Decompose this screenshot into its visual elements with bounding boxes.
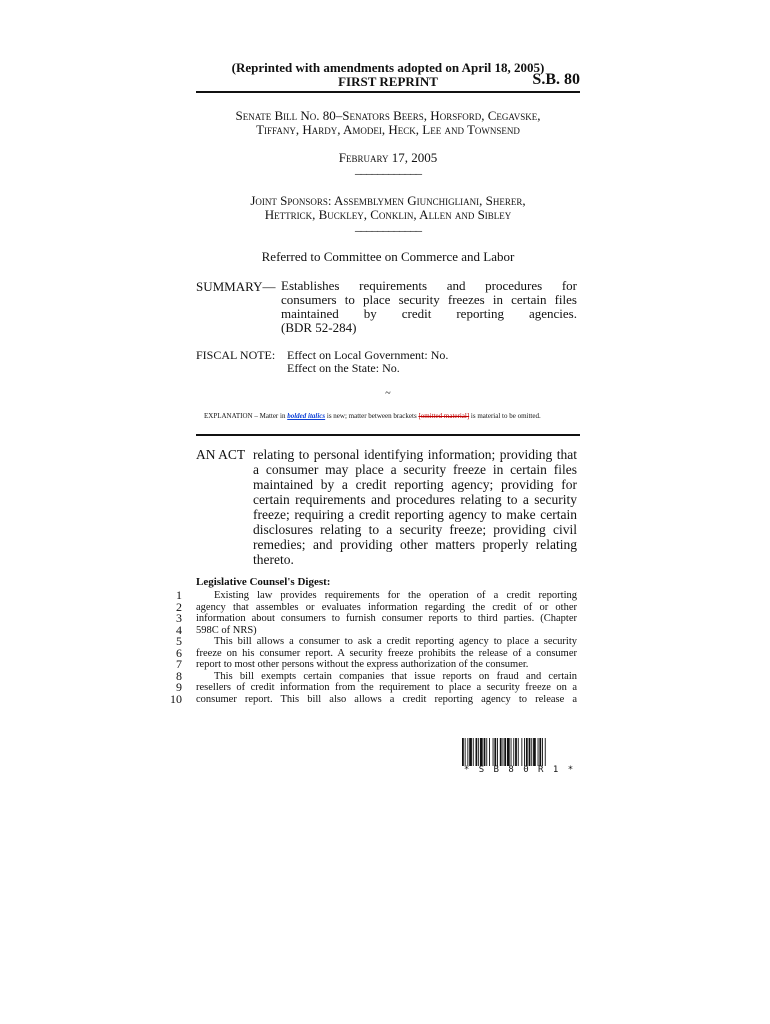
barcode-bar: [504, 738, 506, 766]
digest-line: consumer report. This bill also allows a credit reporting agency to release a: [196, 693, 577, 705]
barcode-bar: [494, 738, 496, 766]
barcode-bar: [518, 738, 519, 766]
act-line: certain requirements and procedures relating to a security: [253, 492, 577, 507]
barcode-bar: [473, 738, 474, 766]
fiscal-note-label: FISCAL NOTE:: [196, 348, 276, 362]
line-number: 5: [176, 634, 182, 648]
barcode-bar: [465, 738, 466, 766]
introduction-date: February 17, 2005: [338, 150, 438, 165]
barcode-bar: [539, 738, 541, 766]
barcode-caption: * S B 8 0 R 1 *: [463, 765, 576, 775]
barcode-bar: [493, 738, 494, 766]
joint-sponsors-line2: Hettrick, Buckley, Conklin, Allen and Sibley: [264, 207, 512, 222]
barcode-bar: [521, 738, 522, 766]
separator-1: ____________: [355, 161, 421, 176]
barcode-bar: [497, 738, 498, 766]
bill-number: S.B. 80: [532, 71, 580, 88]
barcode-bar: [462, 738, 464, 766]
digest-title: Legislative Counsel's Digest:: [196, 576, 331, 588]
line-number: 2: [176, 599, 182, 614]
explanation-omit-marker: [omitted material]: [418, 412, 470, 420]
digest-line: Existing law provides requirements for the operation of a credit reporting: [214, 590, 577, 601]
barcode-bar: [469, 738, 472, 766]
barcode-bar: [503, 738, 504, 766]
senate-sponsors-line1: Senate Bill No. 80–Senators Beers, Horsford, Cegavske,: [235, 108, 541, 123]
line-number: 3: [176, 611, 182, 625]
barcode-bar: [533, 738, 536, 766]
act-line: a consumer may place a security freeze in certain files: [253, 462, 577, 477]
barcode-bar: [524, 738, 525, 766]
digest-line: information about consumers to furnish consumer reports to third parties. (Chapter: [196, 613, 577, 624]
fiscal-local: Effect on Local Government: No.: [287, 348, 449, 362]
act-label: AN ACT: [196, 447, 246, 462]
summary-line: Establishes requirements and procedures for: [281, 278, 577, 293]
digest-line: This bill exempts certain companies that issue reports on fraud and certain: [214, 670, 577, 682]
first-reprint-label: FIRST REPRINT: [338, 74, 438, 89]
tilde-mark: ~: [385, 388, 391, 399]
act-line: thereto.: [253, 552, 294, 567]
barcode-bar: [531, 738, 532, 766]
digest-line: 598C of NRS): [196, 624, 257, 636]
act-line: remedies; and providing other matters properly relating: [253, 537, 577, 552]
explanation-prefix: EXPLANATION – Matter in: [204, 412, 288, 420]
barcode-bar: [486, 738, 487, 766]
summary-line: maintained by credit reporting agencies.: [281, 306, 577, 321]
senate-sponsors-line2: Tiffany, Hardy, Amodei, Heck, Lee and Townsend: [256, 122, 520, 137]
barcode-bar: [538, 738, 539, 766]
barcode-bar: [484, 738, 486, 766]
explanation-new-marker: bolded italics: [287, 412, 326, 420]
header-rule: [196, 91, 580, 93]
committee-referral: Referred to Committee on Commerce and Labor: [261, 249, 515, 264]
barcode-bar: [507, 738, 510, 766]
summary-line: consumers to place security freezes in certain files: [281, 292, 577, 307]
line-number: 6: [176, 645, 182, 660]
line-number: 7: [176, 657, 182, 671]
barcode-bar: [542, 738, 543, 766]
act-line: relating to personal identifying information; providing that: [253, 447, 577, 462]
explanation-suffix: is material to be omitted.: [469, 412, 541, 420]
separator-2: ____________: [355, 218, 421, 233]
barcode-bar: [511, 738, 512, 766]
barcode-image: [462, 738, 577, 766]
digest-line: report to most other persons without the express authorization of the consumer.: [196, 659, 529, 670]
joint-sponsors-line1: Joint Sponsors: Assemblymen Giunchigliani, Sherer,: [250, 193, 526, 208]
digest-line: freeze on his consumer report. A security freeze prohibits the release of a consumer: [196, 647, 577, 659]
barcode-bar: [545, 738, 546, 766]
barcode-bar: [476, 738, 478, 766]
explanation-rule: [196, 434, 580, 436]
reprint-note: (Reprinted with amendments adopted on April 18, 2005): [231, 60, 545, 75]
fiscal-state: Effect on the State: No.: [287, 361, 400, 375]
act-line: maintained by a credit reporting agency; providing for: [253, 477, 577, 492]
barcode-bar: [500, 738, 502, 766]
barcode-bar: [515, 738, 517, 766]
summary-line: (BDR 52-284): [281, 320, 357, 335]
line-number: 8: [176, 668, 182, 683]
barcode-bar: [529, 738, 531, 766]
barcode-bar: [489, 738, 490, 766]
digest-line: This bill allows a consumer to ask a credit reporting agency to place a security: [214, 636, 577, 647]
digest-line: resellers of credit information from the requirement to place a security freeze on a: [196, 682, 577, 693]
line-number: 1: [176, 588, 182, 602]
digest-line: agency that assembles or evaluates information regarding the credit of or other: [196, 601, 577, 613]
act-line: freeze; requiring a credit reporting agency to make certain: [253, 507, 577, 522]
barcode-bar: [513, 738, 514, 766]
summary-label: SUMMARY—: [196, 279, 276, 294]
act-line: disclosures relating to a security freeze; providing civil: [253, 522, 577, 537]
barcode-bar: [467, 738, 468, 766]
explanation-middle: is new; matter between brackets: [325, 412, 419, 420]
line-number: 10: [170, 691, 182, 706]
line-number: 9: [176, 680, 182, 694]
barcode-bar: [480, 738, 483, 766]
act-text: [253, 447, 577, 567]
explanation-note: [204, 412, 541, 420]
barcode-bar: [478, 738, 479, 766]
summary-text: [281, 279, 577, 335]
line-number: 4: [176, 622, 182, 637]
barcode-bar: [526, 738, 528, 766]
